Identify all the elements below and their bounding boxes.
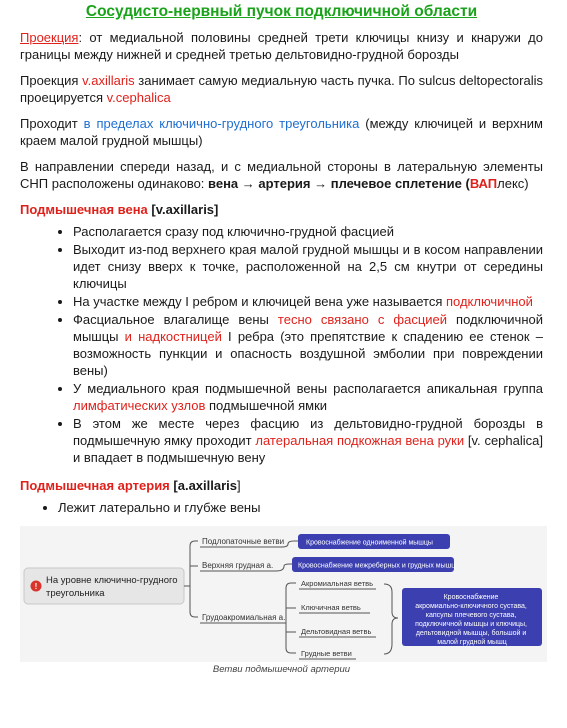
- note-superior-thoracic-text: Кровоснабжение межреберных и грудных мышц: [298, 562, 456, 570]
- text-span: лекс): [497, 176, 529, 191]
- sub-branch-clavicular: Ключичная ветвь: [301, 603, 361, 612]
- text-span: В направлении спереди назад, и с медиальной стороны в латеральную элементы СНП расположены одинаково:: [20, 159, 543, 191]
- text-span: (: [461, 176, 470, 191]
- highlight: тесно связано с фасцией: [277, 312, 448, 327]
- text-span: Располагается сразу под ключично-грудной фасцией: [73, 224, 394, 239]
- page-title: Сосудисто-нервный пучок подключичной области: [85, 3, 478, 20]
- heading-latin: [a.axillaris: [169, 478, 237, 493]
- text-span: Выходит из-под верхнего края малой грудной мышцы и в косом направлении идет снизу вверх к точке, расположенной на 2,5 см кнутри от середины ключицы: [73, 242, 543, 291]
- heading-bracket: ]: [237, 478, 241, 493]
- highlight: подключичной: [445, 294, 533, 309]
- highlight: лимфатических узлов: [73, 398, 206, 413]
- root-label: На уровне ключично-грудного треугольника: [46, 575, 178, 599]
- text-span: Проекция: [20, 73, 83, 88]
- heading-label: Подмышечная артерия: [20, 478, 170, 493]
- section-heading-artery: [20, 478, 543, 493]
- alert-icon-glyph: !: [34, 582, 38, 591]
- highlight: и надкостницей: [124, 329, 222, 344]
- text-span: [v. cephalica] и впадает в подмышечную вену: [73, 433, 543, 465]
- diagram-caption: Ветви подмышечной артерии: [212, 664, 351, 675]
- heading-latin: [v.axillaris]: [147, 202, 219, 217]
- passage-paragraph: [20, 115, 543, 149]
- text-span: У медиального края подмышечной вены располагается апикальная группа: [73, 381, 543, 396]
- list-item: [73, 415, 543, 466]
- list-item: [73, 311, 543, 379]
- text-span: Проходит: [20, 116, 84, 131]
- text-span: В этом же месте через фасцию из дельтовидно-грудной борозды в подмышечную ямку проходит: [73, 416, 543, 448]
- vein-projection-paragraph: [20, 72, 543, 106]
- projection-label: Проекция: [20, 30, 79, 45]
- highlight: латеральная подкожная вена руки: [255, 433, 465, 448]
- projection-paragraph: [20, 29, 543, 63]
- term-v-cephalica: v.cephalica: [106, 90, 171, 105]
- list-item: [73, 293, 543, 310]
- document-page: [0, 3, 567, 728]
- order-paragraph: [20, 158, 543, 192]
- section-heading-vein: [20, 202, 543, 217]
- sub-branch-acromial: Акромиальная ветвь: [301, 579, 374, 588]
- term-triangle: в пределах ключично-грудного треугольника: [83, 116, 360, 131]
- text-span: подключичной мышцы: [73, 312, 543, 344]
- note-thoracoacromial-text: Кровоснабжение акромиально-ключичного сустава, капсулы плечевого сустава, подключичной мышцы и ключицы, дельтовидной мышцы, большой и малой грудной мышц: [415, 594, 527, 646]
- text-span: подмышечной ямки: [205, 398, 328, 413]
- mnemonic-highlight: ВАП: [469, 176, 498, 191]
- list-item: [73, 223, 543, 240]
- vein-list: [20, 223, 543, 466]
- text-span: На участке между I ребром и ключицей вена уже называется: [73, 294, 446, 309]
- artery-branches-diagram: [20, 526, 547, 662]
- term-v-axillaris: v.axillaris: [82, 73, 135, 88]
- branch-superior-thoracic: Верхняя грудная а.: [202, 561, 274, 570]
- mindmap-svg: [20, 526, 547, 662]
- list-item: • Лежит латерально и глубже вены: [58, 499, 543, 516]
- text-span: I ребра (это препятствие к спадению ее стенок – возможность пункции и опасность воздушной эмболии при повреждении вены): [73, 329, 543, 378]
- artery-list: [20, 499, 543, 516]
- text-span: (между ключицей и верхним краем малой грудной мышцы): [20, 116, 543, 148]
- text-span: Фасциальное влагалище вены: [73, 312, 278, 327]
- order-sequence: вена → артерия → плечевое сплетение: [208, 176, 462, 191]
- branch-thoracoacromial: Грудоакромиальная а.: [202, 613, 286, 622]
- sub-branch-pectoral: Грудные ветви: [301, 649, 352, 658]
- branch-subscapular: Подлопаточные ветви: [202, 537, 285, 546]
- text-span: занимает самую медиальную часть пучка. По sulcus deltopectoralis проецируется: [20, 73, 543, 105]
- heading-label: Подмышечная вена: [20, 202, 148, 217]
- list-item: [73, 241, 543, 292]
- projection-text: : от медиальной половины средней трети ключицы книзу и кнаружи до границы между нижней и средней третью дельтовидно-грудной борозды: [20, 30, 543, 62]
- sub-branch-deltoid: Дельтовидная ветвь: [301, 627, 372, 636]
- note-subscapular-text: Кровоснабжение одноименной мышцы: [306, 539, 433, 547]
- list-item: [73, 380, 543, 414]
